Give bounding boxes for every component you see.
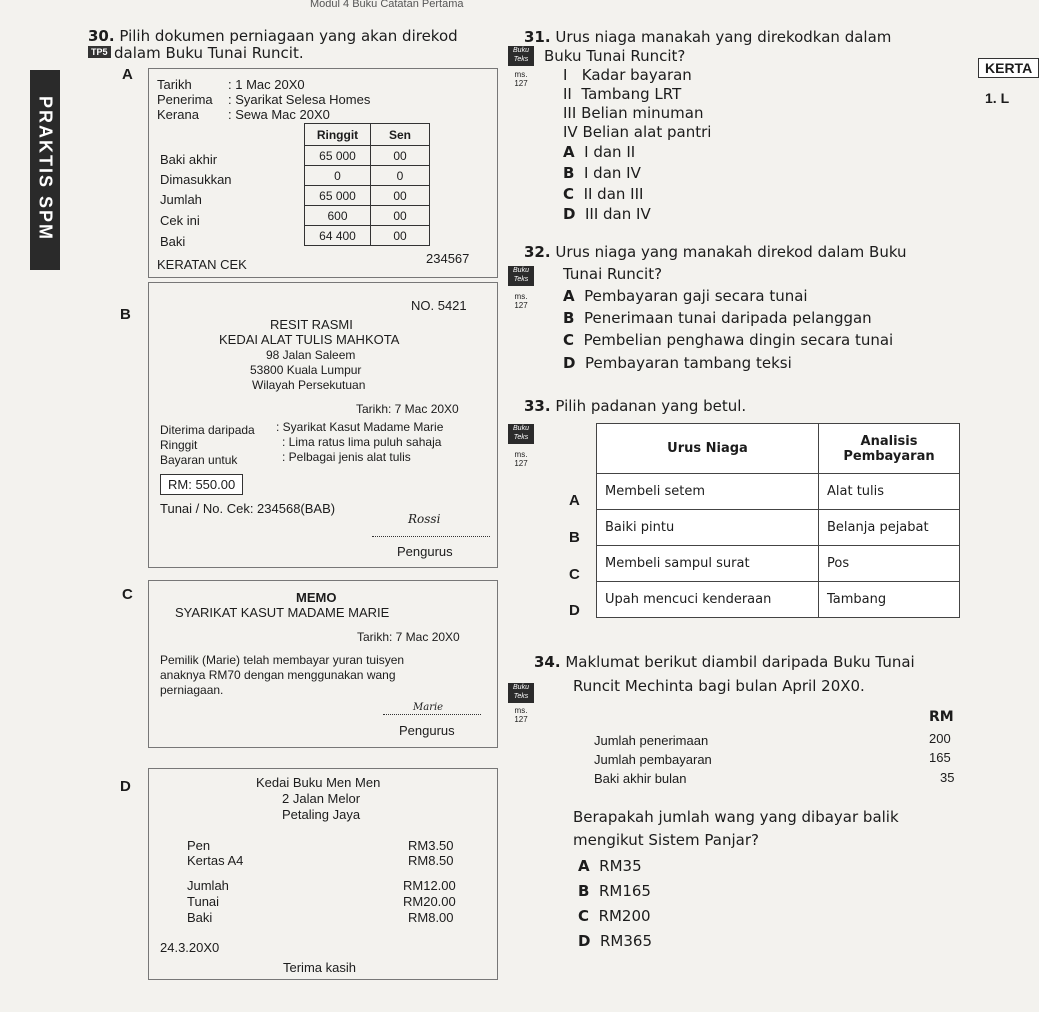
buku-teks-tag: Buku Teks (508, 424, 534, 444)
shop-addr1: 2 Jalan Melor (282, 791, 361, 806)
row-label: Baki akhir (160, 152, 218, 167)
kerana-label: Kerana (157, 107, 199, 122)
receipt-company: KEDAI ALAT TULIS MAHKOTA (219, 332, 400, 347)
q31-option[interactable]: D III dan IV (563, 205, 651, 223)
row-label: Dimasukkan (160, 172, 232, 187)
receipt-amount-box: RM: 550.00 (160, 474, 243, 495)
q34-row-label: Jumlah penerimaan (594, 733, 709, 748)
item-amount: RM20.00 (403, 894, 456, 909)
col-analisis: Analisis Pembayaran (819, 424, 960, 474)
buku-teks-tag: Buku Teks (508, 683, 534, 703)
row-label: Cek ini (160, 213, 200, 228)
q34-line2: Runcit Mechinta bagi bulan April 20X0. (573, 677, 865, 695)
ringgit-value: : Lima ratus lima puluh sahaja (282, 435, 442, 449)
doc-c-letter: C (122, 586, 133, 603)
item-amount: RM8.50 (408, 853, 454, 868)
item-name: Baki (187, 910, 213, 925)
tarikh-label: Tarikh (157, 77, 192, 92)
table-row: 65 000 00 (305, 146, 430, 166)
side-tab-label: PRAKTIS SPM (35, 95, 56, 241)
page-ref-tag: ms. 127 (514, 706, 528, 724)
q34-option[interactable]: C RM200 (578, 907, 651, 925)
shop-name: Kedai Buku Men Men (256, 775, 381, 790)
q34-option[interactable]: A RM35 (578, 857, 642, 875)
tp-badge: TP5 (88, 46, 111, 58)
memo-line1: Pemilik (Marie) telah membayar yuran tuisyen (160, 653, 405, 667)
table-row: Membeli sampul surat Pos (597, 546, 960, 582)
memo-pengurus: Pengurus (399, 723, 455, 738)
table-row: 0 0 (305, 166, 430, 186)
q34-option[interactable]: D RM365 (578, 932, 652, 950)
q34-rm-header: RM (929, 709, 954, 725)
item-name: Jumlah (187, 878, 229, 893)
shop-date: 24.3.20X0 (160, 940, 220, 955)
doc-d-letter: D (120, 778, 131, 795)
keratan-cek: KERATAN CEK (157, 257, 247, 272)
table-row: Upah mencuci kenderaan Tambang (597, 582, 960, 618)
kertas-badge: KERTA (978, 58, 1039, 78)
q34-question2: mengikut Sistem Panjar? (573, 831, 759, 849)
diterima-label: Diterima daripada (160, 423, 255, 437)
cheque-amount-table (304, 123, 430, 246)
q34-row-value: 165 (929, 750, 951, 765)
q30-line2: dalam Buku Tunai Runcit. (114, 44, 304, 62)
receipt-addr1: 98 Jalan Saleem (266, 348, 356, 362)
q33-option-letter[interactable]: B (569, 529, 580, 546)
item-name: Kertas A4 (187, 853, 244, 868)
memo-company: SYARIKAT KASUT MADAME MARIE (175, 605, 390, 620)
item-name: Pen (187, 838, 211, 853)
col-sen: Sen (371, 124, 430, 146)
q33-option-letter[interactable]: C (569, 566, 580, 583)
doc-a-letter: A (122, 66, 133, 83)
page-ref-tag: ms. 127 (514, 450, 528, 468)
kerana-value: : Sewa Mac 20X0 (228, 107, 330, 122)
q31-line1: 31. Urus niaga manakah yang direkodkan dalam (524, 28, 892, 46)
shop-addr2: Petaling Jaya (282, 807, 361, 822)
ringgit-label: Ringgit (160, 438, 198, 452)
q32-option[interactable]: C Pembelian penghawa dingin secara tunai (563, 331, 894, 349)
q30-line1: 30. Pilih dokumen perniagaan yang akan direkod (88, 27, 458, 45)
col-ringgit: Ringgit (305, 124, 371, 146)
row-label: Jumlah (160, 192, 202, 207)
shop-thanks: Terima kasih (283, 960, 356, 975)
table-row: Baiki pintu Belanja pejabat (597, 510, 960, 546)
table-row: 600 00 (305, 206, 430, 226)
buku-teks-tag: Buku Teks (508, 266, 534, 286)
memo-title: MEMO (296, 590, 337, 605)
q33-option-letter[interactable]: A (569, 492, 580, 509)
q31-item: IV Belian alat pantri (563, 123, 712, 141)
item-amount: RM12.00 (403, 878, 456, 893)
q32-option[interactable]: A Pembayaran gaji secara tunai (563, 287, 808, 305)
bayaran-label: Bayaran untuk (160, 453, 238, 467)
bayaran-value: : Pelbagai jenis alat tulis (282, 450, 411, 464)
q31-line2: Buku Tunai Runcit? (544, 47, 686, 65)
penerima-label: Penerima (157, 92, 213, 107)
q32-line1: 32. Urus niaga yang manakah direkod dalam Buku (524, 243, 907, 261)
q34-line1: 34. Maklumat berikut diambil daripada Buku Tunai (534, 653, 915, 671)
col-urus-niaga: Urus Niaga (597, 424, 819, 474)
page-ref-tag: ms. 127 (514, 70, 528, 88)
tarikh-value: : 1 Mac 20X0 (228, 77, 305, 92)
q31-option[interactable]: B I dan IV (563, 164, 641, 182)
q32-option[interactable]: D Pembayaran tambang teksi (563, 354, 792, 372)
q34-row-value: 35 (940, 770, 955, 785)
receipt-no: NO. 5421 (411, 298, 467, 313)
item-name: Tunai (187, 894, 220, 909)
q34-row-value: 200 (929, 731, 951, 746)
q33-option-letter[interactable]: D (569, 602, 580, 619)
receipt-addr3: Wilayah Persekutuan (252, 378, 366, 392)
doc-b-letter: B (120, 306, 131, 323)
q31-item: I Kadar bayaran (563, 66, 692, 84)
memo-date: Tarikh: 7 Mac 20X0 (357, 630, 460, 644)
q32-line2: Tunai Runcit? (563, 265, 663, 283)
q32-option[interactable]: B Penerimaan tunai daripada pelanggan (563, 309, 872, 327)
receipt-date: Tarikh: 7 Mac 20X0 (356, 402, 459, 416)
q34-row-label: Jumlah pembayaran (594, 752, 712, 767)
table-row: Membeli setem Alat tulis (597, 474, 960, 510)
memo-signature: Marie (413, 702, 444, 713)
right-fragment: 1. L (985, 90, 1010, 106)
q31-item: III Belian minuman (563, 104, 704, 122)
q31-option[interactable]: C II dan III (563, 185, 644, 203)
q34-option[interactable]: B RM165 (578, 882, 651, 900)
item-amount: RM8.00 (408, 910, 454, 925)
memo-signature-line (383, 714, 481, 715)
receipt-signature: Rossi (408, 512, 441, 526)
running-header: Modul 4 Buku Catatan Pertama (310, 0, 464, 10)
side-tab (30, 70, 60, 270)
diterima-value: : Syarikat Kasut Madame Marie (276, 420, 444, 434)
q31-option[interactable]: A I dan II (563, 143, 636, 161)
q34-row-label: Baki akhir bulan (594, 771, 687, 786)
penerima-value: : Syarikat Selesa Homes (228, 92, 371, 107)
q33-line: 33. Pilih padanan yang betul. (524, 397, 747, 415)
item-amount: RM3.50 (408, 838, 454, 853)
receipt-pengurus: Pengurus (397, 544, 453, 559)
receipt-title: RESIT RASMI (270, 317, 353, 332)
buku-teks-tag: Buku Teks (508, 46, 534, 66)
table-row: 65 000 00 (305, 186, 430, 206)
cek-number: 234567 (426, 251, 470, 266)
q34-question1: Berapakah jumlah wang yang dibayar balik (573, 808, 899, 826)
receipt-addr2: 53800 Kuala Lumpur (250, 363, 362, 377)
signature-line (372, 536, 490, 537)
memo-line2: anaknya RM70 dengan menggunakan wang (160, 668, 396, 682)
q31-item: II Tambang LRT (563, 85, 682, 103)
page-ref-tag: ms. 127 (514, 292, 528, 310)
q33-table (596, 423, 960, 618)
receipt-tunai: Tunai / No. Cek: 234568(BAB) (160, 501, 336, 516)
memo-line3: perniagaan. (160, 683, 224, 697)
table-row: 64 400 00 (305, 226, 430, 246)
row-label: Baki (160, 234, 186, 249)
